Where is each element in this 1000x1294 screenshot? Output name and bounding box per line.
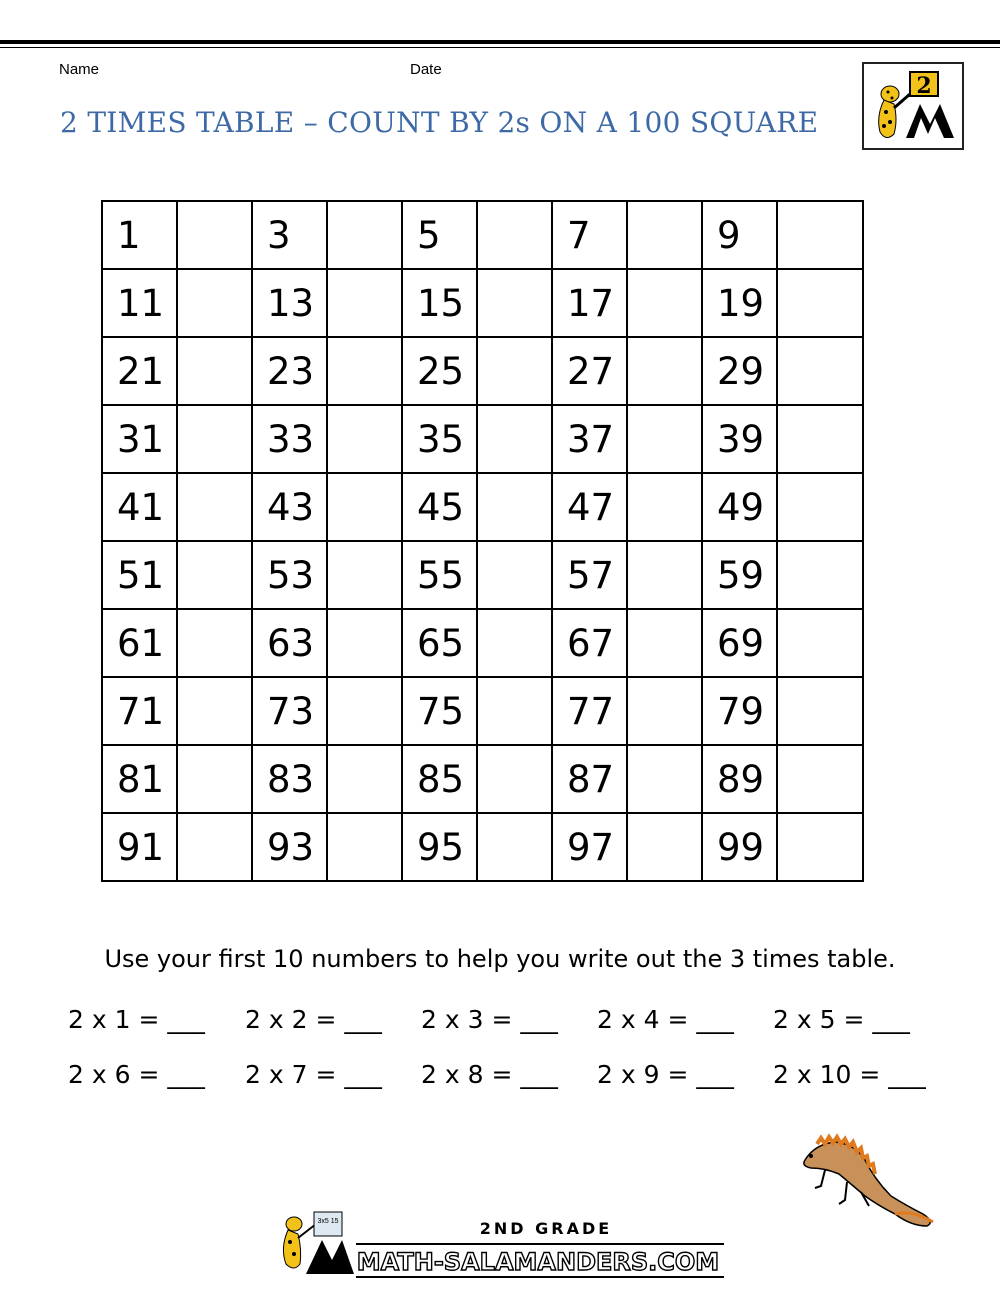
blank-cell[interactable] bbox=[477, 269, 552, 337]
blank-cell[interactable] bbox=[477, 745, 552, 813]
number-cell: 57 bbox=[552, 541, 627, 609]
number-cell: 39 bbox=[702, 405, 777, 473]
blank-cell[interactable] bbox=[777, 201, 863, 269]
blank-cell[interactable] bbox=[777, 405, 863, 473]
number-cell: 13 bbox=[252, 269, 327, 337]
grid-row bbox=[102, 201, 863, 269]
blank-cell[interactable] bbox=[477, 813, 552, 881]
date-label: Date bbox=[410, 61, 442, 78]
blank-cell[interactable] bbox=[177, 337, 252, 405]
grid-row bbox=[102, 269, 863, 337]
blank-cell[interactable] bbox=[777, 745, 863, 813]
number-cell: 75 bbox=[402, 677, 477, 745]
blank-cell[interactable] bbox=[327, 677, 402, 745]
number-cell: 77 bbox=[552, 677, 627, 745]
blank-cell[interactable] bbox=[627, 609, 702, 677]
footer-logo bbox=[276, 1210, 726, 1280]
number-cell: 49 bbox=[702, 473, 777, 541]
number-cell: 37 bbox=[552, 405, 627, 473]
number-cell: 19 bbox=[702, 269, 777, 337]
blank-cell[interactable] bbox=[477, 405, 552, 473]
number-cell: 47 bbox=[552, 473, 627, 541]
number-cell: 5 bbox=[402, 201, 477, 269]
top-rule bbox=[0, 40, 1000, 44]
grid-row bbox=[102, 337, 863, 405]
grid-row bbox=[102, 609, 863, 677]
equation[interactable]: 2 x 5 = ___ bbox=[773, 1005, 910, 1034]
number-cell: 83 bbox=[252, 745, 327, 813]
blank-cell[interactable] bbox=[477, 201, 552, 269]
number-cell: 99 bbox=[702, 813, 777, 881]
blank-cell[interactable] bbox=[627, 745, 702, 813]
blank-cell[interactable] bbox=[477, 677, 552, 745]
footer-grade: 2ND GRADE bbox=[479, 1219, 613, 1238]
grid-row bbox=[102, 473, 863, 541]
number-cell: 41 bbox=[102, 473, 177, 541]
number-cell: 55 bbox=[402, 541, 477, 609]
number-cell: 85 bbox=[402, 745, 477, 813]
number-cell: 95 bbox=[402, 813, 477, 881]
top-rule-thin bbox=[0, 47, 1000, 48]
name-label: Name bbox=[59, 61, 100, 78]
equation[interactable]: 2 x 2 = ___ bbox=[245, 1005, 382, 1034]
blank-cell[interactable] bbox=[327, 813, 402, 881]
page-title: 2 TIMES TABLE – COUNT BY 2s ON A 100 SQUARE bbox=[60, 106, 819, 139]
equation[interactable]: 2 x 8 = ___ bbox=[421, 1060, 558, 1089]
footer-site: MATH-SALAMANDERS.COM bbox=[356, 1248, 720, 1276]
number-cell: 89 bbox=[702, 745, 777, 813]
number-cell: 51 bbox=[102, 541, 177, 609]
blank-cell[interactable] bbox=[627, 473, 702, 541]
hundred-square-grid bbox=[101, 200, 864, 882]
blank-cell[interactable] bbox=[327, 269, 402, 337]
equation[interactable]: 2 x 3 = ___ bbox=[421, 1005, 558, 1034]
blank-cell[interactable] bbox=[327, 609, 402, 677]
number-cell: 17 bbox=[552, 269, 627, 337]
number-cell: 33 bbox=[252, 405, 327, 473]
blank-cell[interactable] bbox=[777, 473, 863, 541]
logo-sign-text: 3x5 15 bbox=[317, 1218, 339, 1225]
number-cell: 15 bbox=[402, 269, 477, 337]
blank-cell[interactable] bbox=[477, 541, 552, 609]
number-cell: 59 bbox=[702, 541, 777, 609]
blank-cell[interactable] bbox=[777, 269, 863, 337]
number-cell: 53 bbox=[252, 541, 327, 609]
blank-cell[interactable] bbox=[177, 405, 252, 473]
equation[interactable]: 2 x 1 = ___ bbox=[68, 1005, 205, 1034]
blank-cell[interactable] bbox=[627, 337, 702, 405]
blank-cell[interactable] bbox=[477, 337, 552, 405]
blank-cell[interactable] bbox=[777, 609, 863, 677]
equation[interactable]: 2 x 6 = ___ bbox=[68, 1060, 205, 1089]
equation[interactable]: 2 x 9 = ___ bbox=[597, 1060, 734, 1089]
blank-cell[interactable] bbox=[327, 541, 402, 609]
grid-row bbox=[102, 745, 863, 813]
grade-logo bbox=[862, 62, 964, 150]
number-cell: 43 bbox=[252, 473, 327, 541]
number-cell: 11 bbox=[102, 269, 177, 337]
number-cell: 23 bbox=[252, 337, 327, 405]
number-cell: 81 bbox=[102, 745, 177, 813]
blank-cell[interactable] bbox=[177, 269, 252, 337]
equation[interactable]: 2 x 7 = ___ bbox=[245, 1060, 382, 1089]
blank-cell[interactable] bbox=[777, 337, 863, 405]
blank-cell[interactable] bbox=[627, 269, 702, 337]
equation[interactable]: 2 x 4 = ___ bbox=[597, 1005, 734, 1034]
number-cell: 3 bbox=[252, 201, 327, 269]
blank-cell[interactable] bbox=[327, 745, 402, 813]
grid-row bbox=[102, 677, 863, 745]
blank-cell[interactable] bbox=[327, 405, 402, 473]
number-cell: 79 bbox=[702, 677, 777, 745]
equation[interactable]: 2 x 10 = ___ bbox=[773, 1060, 926, 1089]
number-cell: 27 bbox=[552, 337, 627, 405]
grid-row bbox=[102, 405, 863, 473]
number-cell: 93 bbox=[252, 813, 327, 881]
blank-cell[interactable] bbox=[327, 201, 402, 269]
blank-cell[interactable] bbox=[177, 201, 252, 269]
logo-badge-text: 2 bbox=[916, 73, 932, 99]
salamander-logo-icon bbox=[864, 64, 962, 148]
number-cell: 7 bbox=[552, 201, 627, 269]
grid-row bbox=[102, 813, 863, 881]
number-cell: 21 bbox=[102, 337, 177, 405]
number-cell: 87 bbox=[552, 745, 627, 813]
blank-cell[interactable] bbox=[327, 337, 402, 405]
blank-cell[interactable] bbox=[627, 201, 702, 269]
number-cell: 25 bbox=[402, 337, 477, 405]
blank-cell[interactable] bbox=[627, 405, 702, 473]
number-cell: 73 bbox=[252, 677, 327, 745]
number-cell: 29 bbox=[702, 337, 777, 405]
number-cell: 31 bbox=[102, 405, 177, 473]
blank-cell[interactable] bbox=[477, 473, 552, 541]
number-cell: 97 bbox=[552, 813, 627, 881]
number-cell: 35 bbox=[402, 405, 477, 473]
number-cell: 69 bbox=[702, 609, 777, 677]
number-cell: 71 bbox=[102, 677, 177, 745]
number-cell: 9 bbox=[702, 201, 777, 269]
blank-cell[interactable] bbox=[777, 813, 863, 881]
blank-cell[interactable] bbox=[327, 473, 402, 541]
blank-cell[interactable] bbox=[777, 677, 863, 745]
blank-cell[interactable] bbox=[177, 473, 252, 541]
blank-cell[interactable] bbox=[177, 677, 252, 745]
blank-cell[interactable] bbox=[177, 813, 252, 881]
number-cell: 91 bbox=[102, 813, 177, 881]
blank-cell[interactable] bbox=[627, 541, 702, 609]
grid-row bbox=[102, 541, 863, 609]
blank-cell[interactable] bbox=[627, 813, 702, 881]
number-cell: 45 bbox=[402, 473, 477, 541]
blank-cell[interactable] bbox=[177, 541, 252, 609]
math-salamanders-logo-icon bbox=[276, 1210, 726, 1280]
blank-cell[interactable] bbox=[177, 609, 252, 677]
salamander-illustration-icon bbox=[795, 1130, 940, 1230]
blank-cell[interactable] bbox=[477, 609, 552, 677]
blank-cell[interactable] bbox=[777, 541, 863, 609]
blank-cell[interactable] bbox=[627, 677, 702, 745]
number-cell: 61 bbox=[102, 609, 177, 677]
instructions: Use your first 10 numbers to help you write out the 3 times table. bbox=[104, 945, 896, 973]
blank-cell[interactable] bbox=[177, 745, 252, 813]
number-cell: 67 bbox=[552, 609, 627, 677]
number-cell: 63 bbox=[252, 609, 327, 677]
number-cell: 1 bbox=[102, 201, 177, 269]
number-cell: 65 bbox=[402, 609, 477, 677]
